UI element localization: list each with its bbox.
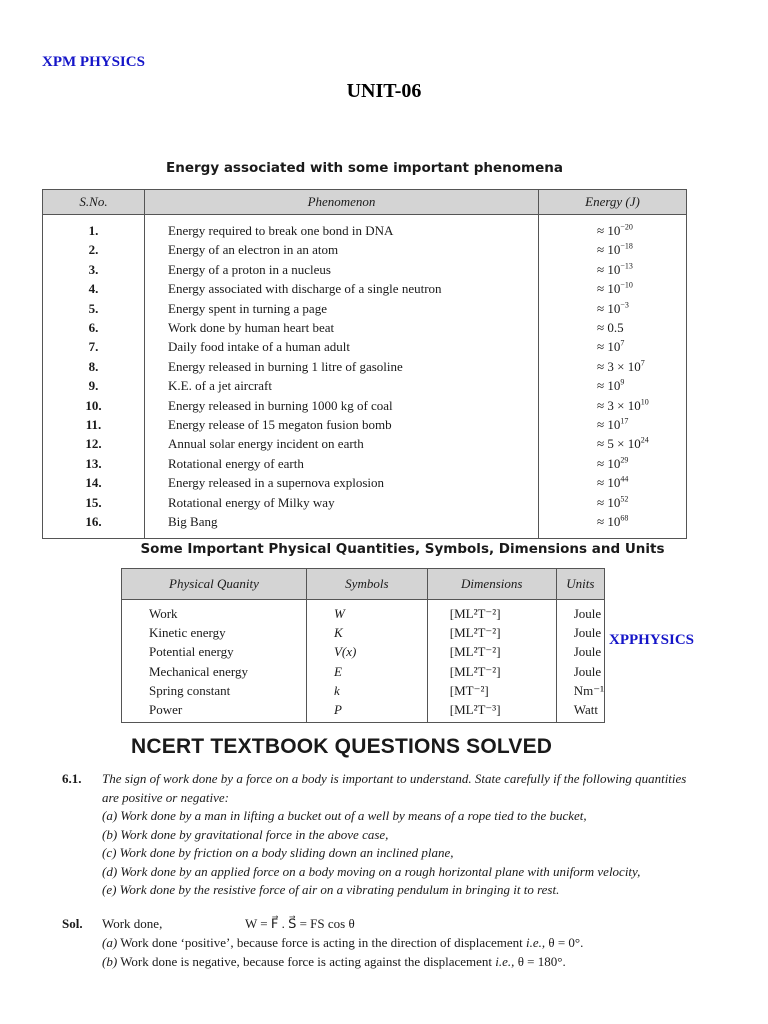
question-item: (e) Work done by the resistive force of air on a vibrating pendulum in bringing it to rest. xyxy=(102,882,560,897)
energy-exponent: 29 xyxy=(620,455,629,465)
energy-base: 10 xyxy=(607,281,621,297)
solution-intro: Work done, xyxy=(102,916,163,931)
row-unit: Joule xyxy=(556,623,604,642)
quantities-table-header xyxy=(122,569,605,600)
energy-base: 10 xyxy=(607,417,621,433)
row-phenomenon: Energy release of 15 megaton fusion bomb xyxy=(145,415,539,434)
row-energy xyxy=(539,240,687,259)
energy-approx: ≈ xyxy=(597,475,608,491)
col-unit: Units xyxy=(556,569,604,600)
solution-equation: W = F⃗ . S⃗ = FS cos θ xyxy=(245,916,355,931)
row-quantity: Potential energy xyxy=(122,642,307,661)
row-sno: 4. xyxy=(43,279,145,298)
row-sno: 3. xyxy=(43,260,145,279)
energy-approx: ≈ xyxy=(597,397,608,413)
row-energy xyxy=(539,299,687,318)
row-symbol: W xyxy=(306,600,427,624)
energy-approx: ≈ xyxy=(597,514,608,530)
row-sno: 8. xyxy=(43,357,145,376)
row-energy xyxy=(539,357,687,376)
energy-row xyxy=(43,396,687,415)
row-unit: Watt xyxy=(556,700,604,723)
row-phenomenon: Big Bang xyxy=(145,512,539,538)
quantities-table-body xyxy=(122,600,605,723)
energy-base: 10 xyxy=(607,475,621,491)
row-phenomenon: Annual solar energy incident on earth xyxy=(145,434,539,453)
row-unit: Joule xyxy=(556,662,604,681)
energy-row xyxy=(43,299,687,318)
energy-approx: ≈ xyxy=(597,436,608,452)
row-sno: 11. xyxy=(43,415,145,434)
energy-row xyxy=(43,357,687,376)
energy-row xyxy=(43,318,687,337)
col-energy: Energy (J) xyxy=(539,190,687,215)
energy-approx: ≈ xyxy=(597,300,608,316)
energy-row xyxy=(43,512,687,538)
answer-ie: i.e., xyxy=(525,935,546,950)
row-energy xyxy=(539,215,687,241)
row-symbol: k xyxy=(306,681,427,700)
row-phenomenon: Energy associated with discharge of a single neutron xyxy=(145,279,539,298)
energy-base: 3 × 10 xyxy=(607,358,641,374)
col-symbol: Symbols xyxy=(306,569,427,600)
unit-title: UNIT-06 xyxy=(346,80,422,102)
energy-exponent: 7 xyxy=(640,358,645,368)
answer-text: Work done is negative, because force is acting against the displacement xyxy=(120,954,493,969)
energy-base: 10 xyxy=(607,261,621,277)
answer-ie: i.e., xyxy=(495,954,515,969)
ncert-heading: NCERT TEXTBOOK QUESTIONS SOLVED xyxy=(131,735,553,758)
col-sno: S.No. xyxy=(43,190,145,215)
energy-approx: ≈ xyxy=(597,242,608,258)
row-sno: 5. xyxy=(43,299,145,318)
row-symbol: V(x) xyxy=(306,642,427,661)
question-items xyxy=(62,807,692,900)
col-phenomenon: Phenomenon xyxy=(145,190,539,215)
row-sno: 7. xyxy=(43,337,145,356)
energy-exponent: −13 xyxy=(620,261,633,271)
question-line xyxy=(62,770,692,807)
energy-exponent: 17 xyxy=(620,416,629,426)
answer-item xyxy=(102,952,692,971)
answer-angle: θ = 0°. xyxy=(548,935,584,950)
row-sno: 12. xyxy=(43,434,145,453)
row-sno: 6. xyxy=(43,318,145,337)
row-quantity: Spring constant xyxy=(122,681,307,700)
row-energy xyxy=(539,493,687,512)
row-symbol: K xyxy=(306,623,427,642)
energy-base: 10 xyxy=(607,223,621,238)
quantity-row xyxy=(122,662,605,681)
energy-exponent: 68 xyxy=(620,513,629,523)
row-energy xyxy=(539,260,687,279)
row-dimension: [ML²T⁻²] xyxy=(427,662,556,681)
question-item: (d) Work done by an applied force on a body moving on a rough horizontal plane with uniform velocity, xyxy=(102,863,641,879)
row-phenomenon: Energy of an electron in an atom xyxy=(145,240,539,259)
row-sno: 10. xyxy=(43,396,145,415)
row-energy xyxy=(539,473,687,492)
quantity-row xyxy=(122,600,605,624)
row-symbol: E xyxy=(306,662,427,681)
energy-approx: ≈ xyxy=(597,339,608,355)
row-quantity: Power xyxy=(122,700,307,723)
solution-line xyxy=(62,914,692,933)
energy-base: 0.5 xyxy=(607,320,624,336)
row-phenomenon: Energy released in burning 1 litre of gasoline xyxy=(145,357,539,376)
row-dimension: [ML²T⁻²] xyxy=(427,642,556,661)
row-symbol: P xyxy=(306,700,427,723)
row-sno: 2. xyxy=(43,240,145,259)
answer-tag: (b) xyxy=(102,954,118,969)
table2-caption: Some Important Physical Quantities, Symbols, Dimensions and Units xyxy=(140,541,665,557)
row-sno: 16. xyxy=(43,512,145,538)
energy-table-body xyxy=(43,215,687,539)
energy-exponent: 9 xyxy=(620,377,625,387)
energy-base: 10 xyxy=(607,300,621,316)
energy-approx: ≈ xyxy=(597,378,608,394)
energy-row xyxy=(43,434,687,453)
row-sno: 1. xyxy=(43,215,145,241)
answer-tag: (a) xyxy=(102,935,118,950)
energy-row xyxy=(43,260,687,279)
energy-approx: ≈ xyxy=(597,320,608,336)
row-phenomenon: K.E. of a jet aircraft xyxy=(145,376,539,395)
energy-base: 10 xyxy=(607,494,621,510)
row-phenomenon: Rotational energy of earth xyxy=(145,454,539,473)
row-phenomenon: Energy spent in turning a page xyxy=(145,299,539,318)
energy-row xyxy=(43,215,687,241)
energy-approx: ≈ xyxy=(597,494,608,510)
energy-row xyxy=(43,337,687,356)
row-energy xyxy=(539,396,687,415)
row-phenomenon: Energy of a proton in a nucleus xyxy=(145,260,539,279)
energy-row xyxy=(43,376,687,395)
energy-base: 10 xyxy=(607,514,621,530)
energy-base: 10 xyxy=(607,378,621,394)
energy-approx: ≈ xyxy=(597,281,608,297)
energy-exponent: 7 xyxy=(620,339,625,349)
col-quantity: Physical Quanity xyxy=(122,569,307,600)
question-item: (c) Work done by friction on a body sliding down an inclined plane, xyxy=(102,845,454,860)
row-dimension: [MT⁻²] xyxy=(427,681,556,700)
energy-table xyxy=(42,189,687,539)
question-item: (b) Work done by gravitational force in the above case, xyxy=(102,826,389,842)
energy-exponent: −18 xyxy=(620,242,633,252)
row-phenomenon: Rotational energy of Milky way xyxy=(145,493,539,512)
energy-row xyxy=(43,454,687,473)
quantities-table xyxy=(121,568,605,723)
row-energy xyxy=(539,415,687,434)
energy-approx: ≈ xyxy=(597,455,608,471)
solution-block xyxy=(62,914,692,971)
energy-base: 10 xyxy=(607,242,621,258)
row-quantity: Kinetic energy xyxy=(122,623,307,642)
side-brand-label: XPPHYSICS xyxy=(609,632,695,648)
row-energy xyxy=(539,318,687,337)
row-energy xyxy=(539,337,687,356)
row-quantity: Mechanical energy xyxy=(122,662,307,681)
energy-exponent: −3 xyxy=(620,300,629,310)
row-unit: Joule xyxy=(556,600,604,624)
energy-base: 10 xyxy=(607,339,621,355)
row-sno: 13. xyxy=(43,454,145,473)
question-item: (a) Work done by a man in lifting a bucket out of a well by means of a rope tied to the bucket, xyxy=(102,808,587,823)
answer-angle: θ = 180°. xyxy=(517,954,566,969)
energy-exponent: 10 xyxy=(640,397,649,407)
row-sno: 15. xyxy=(43,493,145,512)
row-dimension: [ML²T⁻²] xyxy=(427,623,556,642)
col-dimension: Dimensions xyxy=(427,569,556,600)
energy-approx: ≈ xyxy=(597,358,608,374)
question-text: The sign of work done by a force on a body is important to understand. State carefully if the following quantities are positive or negative: xyxy=(102,771,687,805)
row-phenomenon: Energy required to break one bond in DNA xyxy=(145,215,539,241)
solution-label: Sol. xyxy=(62,916,83,931)
answer-text: Work done ‘positive’, because force is acting in the direction of displacement xyxy=(120,935,523,950)
question-block xyxy=(62,770,692,900)
row-energy xyxy=(539,512,687,538)
row-energy xyxy=(539,434,687,453)
table1-caption: Energy associated with some important phenomena xyxy=(166,160,563,176)
energy-exponent: 24 xyxy=(640,436,649,446)
row-quantity: Work xyxy=(122,600,307,624)
energy-row xyxy=(43,473,687,492)
energy-row xyxy=(43,415,687,434)
energy-table-header xyxy=(43,190,687,215)
row-phenomenon: Daily food intake of a human adult xyxy=(145,337,539,356)
quantity-row xyxy=(122,623,605,642)
row-energy xyxy=(539,376,687,395)
row-dimension: [ML²T⁻³] xyxy=(427,700,556,723)
row-unit: Joule xyxy=(556,642,604,661)
energy-base: 5 × 10 xyxy=(607,436,641,452)
energy-base: 3 × 10 xyxy=(607,397,641,413)
energy-exponent: 52 xyxy=(620,494,629,504)
quantity-row xyxy=(122,700,605,723)
solution-answers xyxy=(62,933,692,971)
energy-approx: ≈ xyxy=(597,261,608,277)
answer-item xyxy=(102,933,692,952)
energy-exponent: 44 xyxy=(620,474,629,484)
row-phenomenon: Work done by human heart beat xyxy=(145,318,539,337)
row-dimension: [ML²T⁻²] xyxy=(427,600,556,624)
brand-label: XPM PHYSICS xyxy=(42,54,145,70)
energy-row xyxy=(43,240,687,259)
row-energy xyxy=(539,279,687,298)
row-energy xyxy=(539,454,687,473)
row-phenomenon: Energy released in burning 1000 kg of coal xyxy=(145,396,539,415)
energy-row xyxy=(43,493,687,512)
energy-base: 10 xyxy=(607,455,621,471)
row-unit: Nm⁻¹ xyxy=(556,681,604,700)
row-sno: 9. xyxy=(43,376,145,395)
row-phenomenon: Energy released in a supernova explosion xyxy=(145,473,539,492)
energy-row xyxy=(43,279,687,298)
energy-approx: ≈ xyxy=(597,417,608,433)
energy-exponent: −10 xyxy=(620,280,633,290)
quantity-row xyxy=(122,642,605,661)
question-number: 6.1. xyxy=(62,771,82,786)
quantity-row xyxy=(122,681,605,700)
energy-approx: ≈ xyxy=(597,223,608,238)
energy-exponent: −20 xyxy=(620,222,633,232)
row-sno: 14. xyxy=(43,473,145,492)
